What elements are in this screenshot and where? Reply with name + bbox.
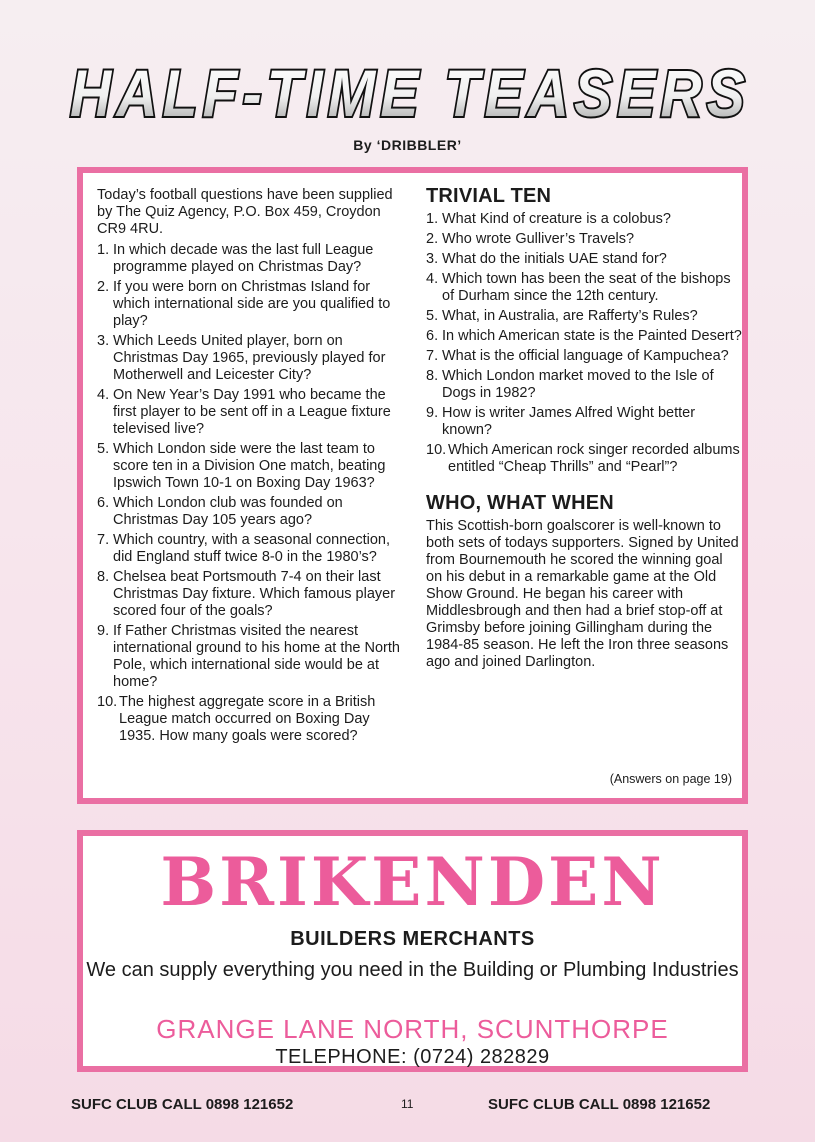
list-item: 7. What is the official language of Kampuchea? [426, 348, 729, 364]
football-question-list [97, 242, 402, 745]
trivial-ten-heading: TRIVIAL TEN [426, 185, 552, 207]
list-item: 1. What Kind of creature is a colobus? [426, 211, 671, 227]
list-item: 5. Which London side were the last team to score ten in a Division One match, beating Ipswich Town 10-1 on Boxing Day 1963? [97, 441, 386, 491]
page-title [60, 52, 760, 130]
list-item: 2. Who wrote Gulliver’s Travels? [426, 231, 635, 247]
title-graphic [60, 52, 760, 130]
trivia-column [426, 185, 742, 671]
advert-phone: TELEPHONE: (0724) 282829 [275, 1046, 550, 1068]
answers-note: (Answers on page 19) [609, 772, 732, 786]
advert-copy: We can supply everything you need in the Building or Plumbing Industries [86, 959, 739, 981]
title-text: HALF-TIME TEASERS [70, 56, 750, 130]
list-item: 9. If Father Christmas visited the nearest international ground to his home at the North Pole, which international side would be at home? [97, 623, 400, 690]
byline: By ‘DRIBBLER’ [353, 137, 462, 153]
list-item: 2. If you were born on Christmas Island for which international side are you qualified to play? [97, 279, 391, 329]
football-questions-column [97, 187, 402, 748]
list-item: 6. Which London club was founded on Christmas Day 105 years ago? [97, 495, 343, 528]
list-item: 8. Which London market moved to the Isle of Dogs in 1982? [426, 368, 714, 401]
quiz-panel [77, 167, 748, 804]
list-item: 5. What, in Australia, are Rafferty’s Rules? [426, 308, 698, 324]
list-item: 6. In which American state is the Painted Desert? [426, 328, 742, 344]
who-what-when-text: This Scottish-born goalscorer is well-known to both sets of todays supporters. Signed by United from Bournemouth he scored the winning goal on his debut in a remarkable game at the Old Show Ground. He began his career with Middlesbrough and then had a brief stop-off at Grimsby before joining Gillingham during the 1984-85 season. He left the Iron three seasons ago and joined Darlington. [426, 518, 739, 670]
who-what-when-heading: WHO, WHAT WHEN [426, 492, 614, 514]
footer-clubcall-right: SUFC CLUB CALL 0898 121652 [488, 1096, 711, 1113]
list-item: 8. Chelsea beat Portsmouth 7-4 on their last Christmas Day fixture. Which famous player scored four of the goals? [97, 569, 396, 619]
list-item: 4. Which town has been the seat of the bishops of Durham since the 12th century. [426, 271, 731, 304]
list-item: 1. In which decade was the last full League programme played on Christmas Day? [97, 242, 374, 275]
list-item: 10. Which American rock singer recorded albums entitled “Cheap Thrills” and “Pearl”? [426, 442, 740, 475]
list-item: 3. What do the initials UAE stand for? [426, 251, 667, 267]
advert-panel [77, 830, 748, 1072]
list-item: 4. On New Year’s Day 1991 who became the first player to be sent off in a League fixture televised live? [97, 387, 391, 437]
page-number: 11 [401, 1097, 414, 1111]
advert-subtitle: BUILDERS MERCHANTS [290, 928, 535, 950]
list-item: 3. Which Leeds United player, born on Christmas Day 1965, previously played for Motherwell and Leicester City? [97, 333, 386, 383]
advert-brand: BRIKENDEN [160, 843, 665, 921]
list-item: 7. Which country, with a seasonal connection, did England stuff twice 8-0 in the 1980’s? [97, 532, 390, 565]
footer-clubcall-left: SUFC CLUB CALL 0898 121652 [71, 1096, 294, 1113]
list-item: 10. The highest aggregate score in a British League match occurred on Boxing Day 1935. How many goals were scored? [97, 694, 376, 744]
list-item: 9. How is writer James Alfred Wight better known? [426, 405, 696, 438]
advert-address: GRANGE LANE NORTH, SCUNTHORPE [156, 1014, 669, 1044]
quiz-intro: Today’s football questions have been supplied by The Quiz Agency, P.O. Box 459, Croydon CR9 4RU. [97, 187, 393, 237]
trivial-question-list [426, 211, 742, 476]
